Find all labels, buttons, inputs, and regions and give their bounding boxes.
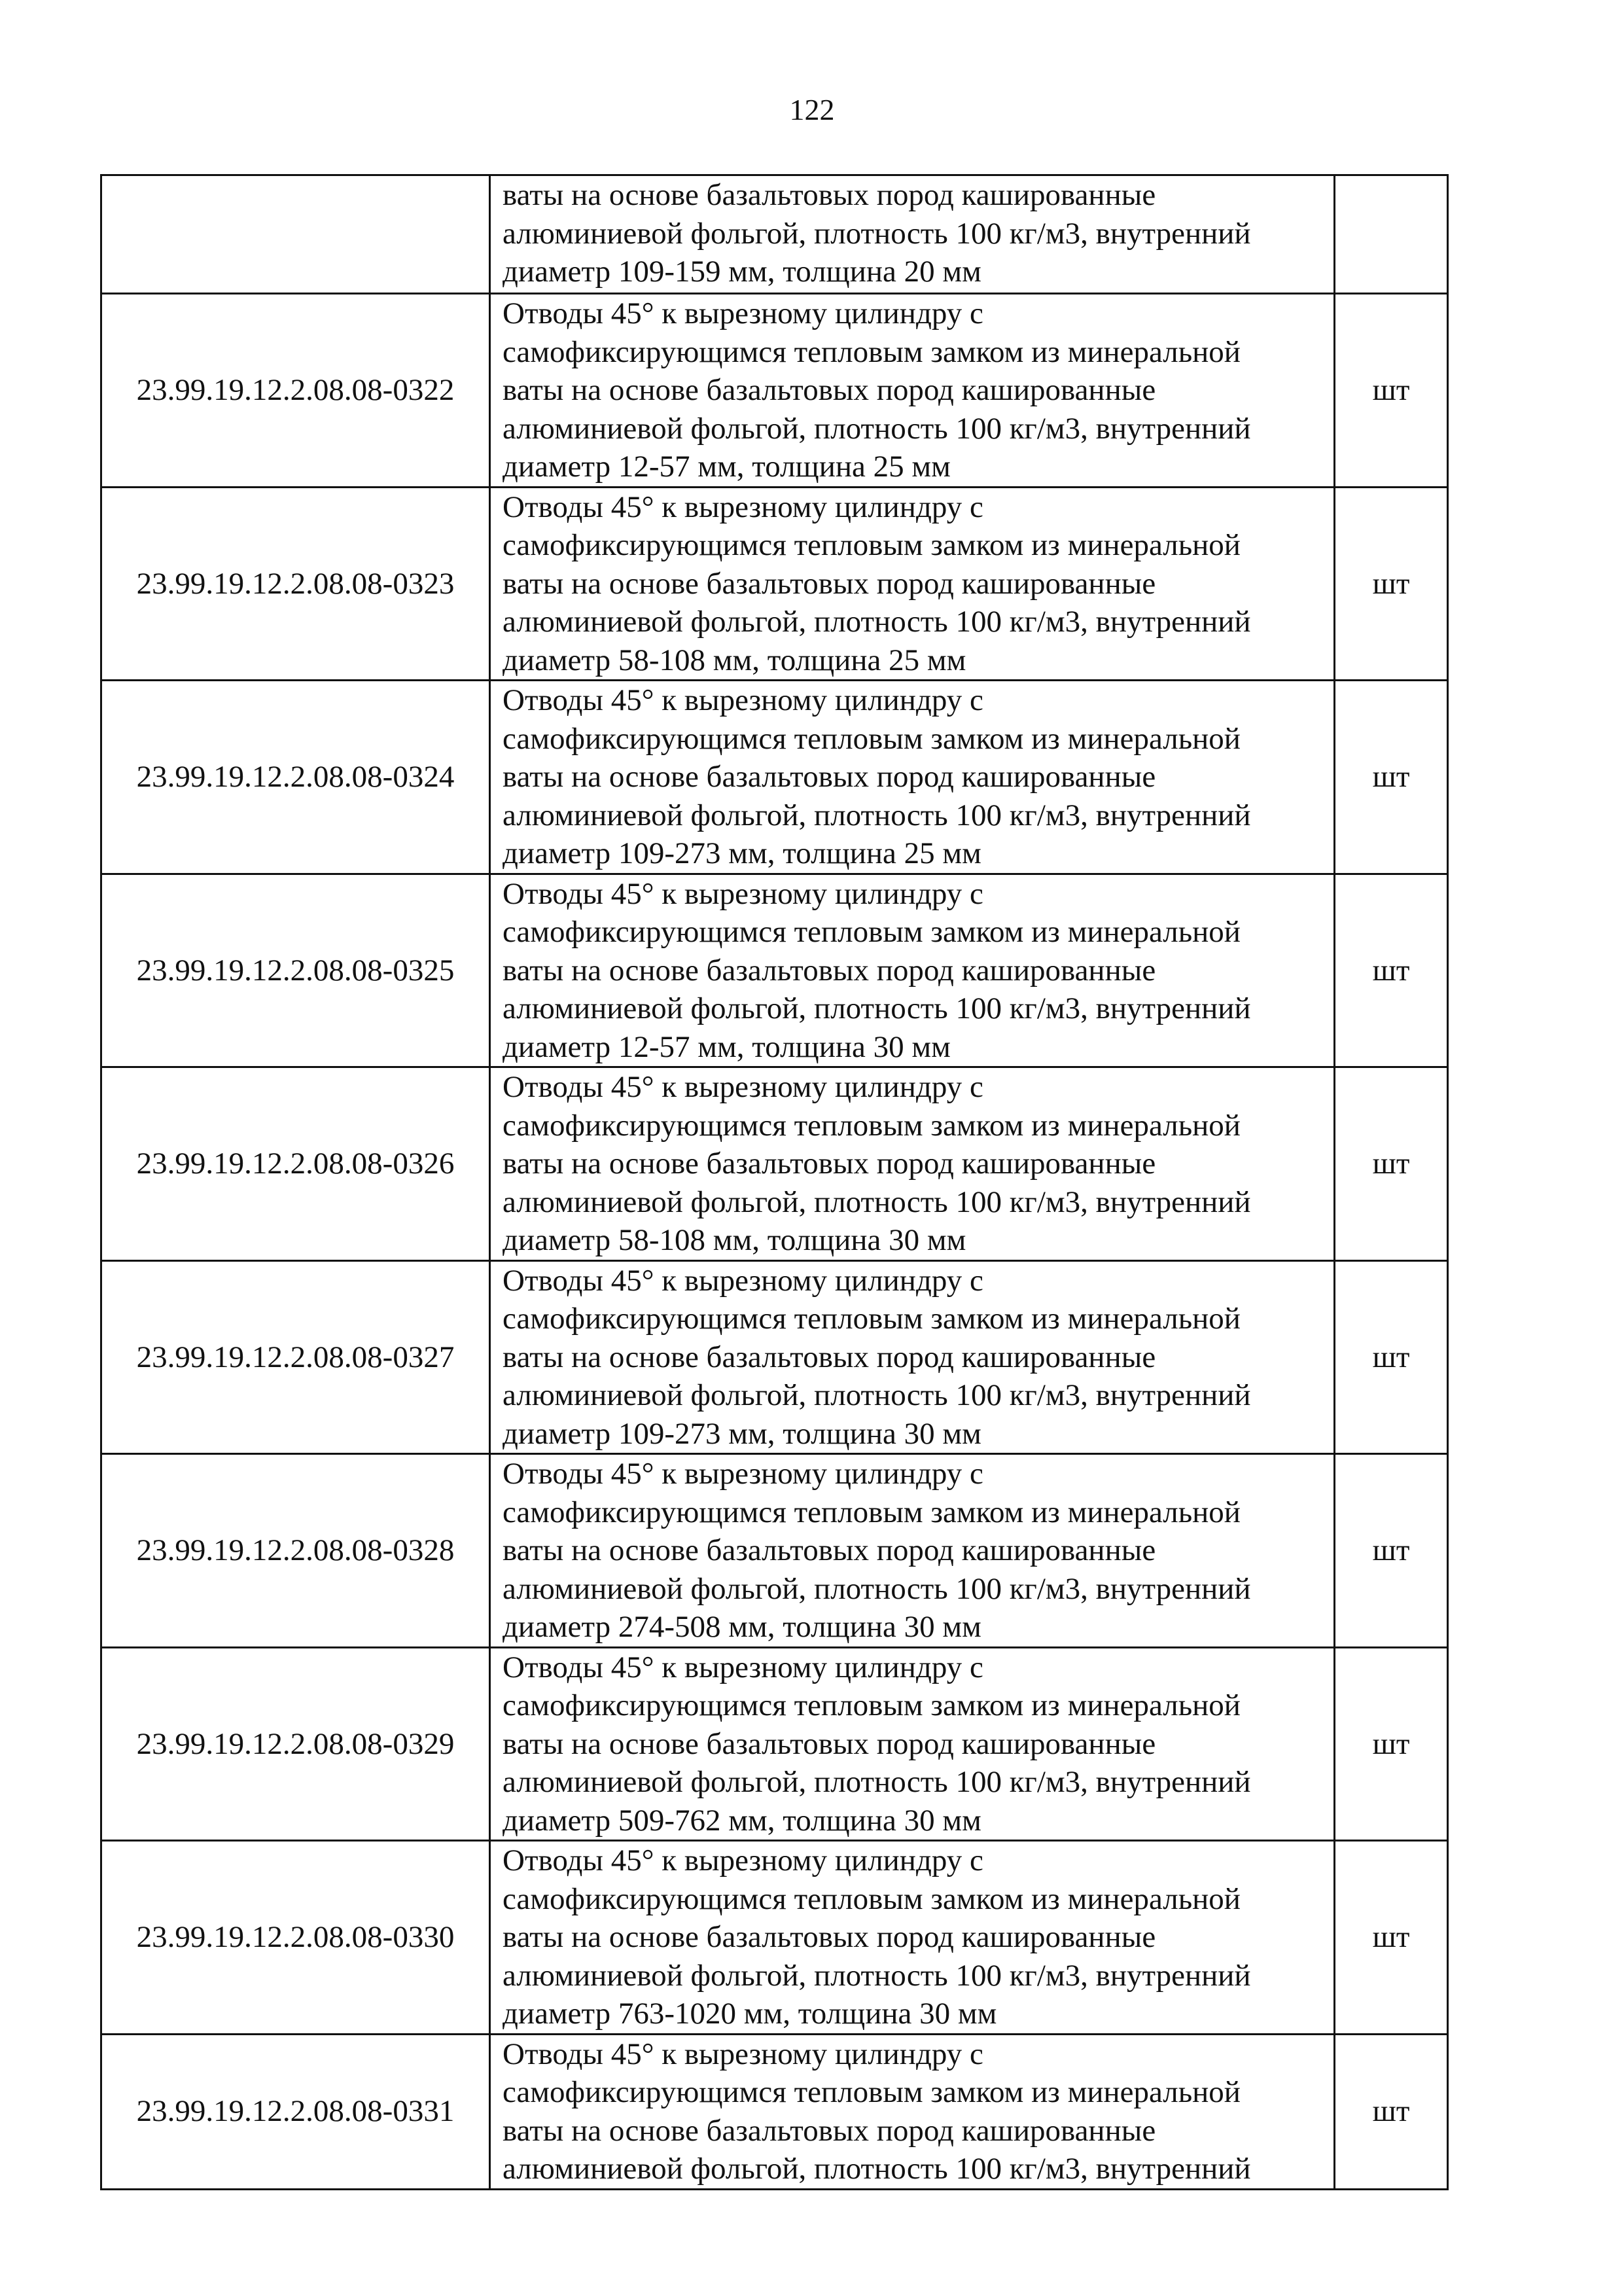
row-unit: шт bbox=[1335, 2034, 1448, 2189]
row-description: Отводы 45° к вырезному цилиндру с самофиксирующимся тепловым замком из минеральной ваты на основе базальтовых пород кашированные алюминиевой фольгой, плотность 100 кг/м3, внутренний bbox=[490, 2034, 1335, 2189]
table-row bbox=[101, 2034, 1448, 2189]
row-unit: шт bbox=[1335, 1454, 1448, 1648]
row-code: 23.99.19.12.2.08.08-0325 bbox=[101, 874, 490, 1067]
table-row bbox=[101, 874, 1448, 1067]
row-description: Отводы 45° к вырезному цилиндру с самофиксирующимся тепловым замком из минеральной ваты на основе базальтовых пород кашированные алюминиевой фольгой, плотность 100 кг/м3, внутренний диаметр 109-273 мм, толщина 30 мм bbox=[490, 1260, 1335, 1454]
row-description: Отводы 45° к вырезному цилиндру с самофиксирующимся тепловым замком из минеральной ваты на основе базальтовых пород кашированные алюминиевой фольгой, плотность 100 кг/м3, внутренний диаметр 58-108 мм, толщина 30 мм bbox=[490, 1067, 1335, 1261]
table-row bbox=[101, 1647, 1448, 1841]
table-row bbox=[101, 487, 1448, 681]
spec-table bbox=[100, 174, 1449, 2190]
row-description: Отводы 45° к вырезному цилиндру с самофиксирующимся тепловым замком из минеральной ваты на основе базальтовых пород кашированные алюминиевой фольгой, плотность 100 кг/м3, внутренний диаметр 12-57 мм, толщина 25 мм bbox=[490, 294, 1335, 488]
row-code: 23.99.19.12.2.08.08-0327 bbox=[101, 1260, 490, 1454]
table-row bbox=[101, 1260, 1448, 1454]
row-description: Отводы 45° к вырезному цилиндру с самофиксирующимся тепловым замком из минеральной ваты на основе базальтовых пород кашированные алюминиевой фольгой, плотность 100 кг/м3, внутренний диаметр 509-762 мм, толщина 30 мм bbox=[490, 1647, 1335, 1841]
row-code: 23.99.19.12.2.08.08-0324 bbox=[101, 681, 490, 874]
table-row bbox=[101, 175, 1448, 294]
row-description: Отводы 45° к вырезному цилиндру с самофиксирующимся тепловым замком из минеральной ваты на основе базальтовых пород кашированные алюминиевой фольгой, плотность 100 кг/м3, внутренний диаметр 274-508 мм, толщина 30 мм bbox=[490, 1454, 1335, 1648]
table-row bbox=[101, 1067, 1448, 1261]
row-unit: шт bbox=[1335, 1260, 1448, 1454]
row-unit: шт bbox=[1335, 1841, 1448, 2035]
row-description: Отводы 45° к вырезному цилиндру с самофиксирующимся тепловым замком из минеральной ваты на основе базальтовых пород кашированные алюминиевой фольгой, плотность 100 кг/м3, внутренний диаметр 763-1020 мм, толщина 30 мм bbox=[490, 1841, 1335, 2035]
row-description: Отводы 45° к вырезному цилиндру с самофиксирующимся тепловым замком из минеральной ваты на основе базальтовых пород кашированные алюминиевой фольгой, плотность 100 кг/м3, внутренний диаметр 109-273 мм, толщина 25 мм bbox=[490, 681, 1335, 874]
row-description: Отводы 45° к вырезному цилиндру с самофиксирующимся тепловым замком из минеральной ваты на основе базальтовых пород кашированные алюминиевой фольгой, плотность 100 кг/м3, внутренний диаметр 58-108 мм, толщина 25 мм bbox=[490, 487, 1335, 681]
row-code bbox=[101, 175, 490, 294]
table-row bbox=[101, 1841, 1448, 2035]
table-row bbox=[101, 681, 1448, 874]
row-unit: шт bbox=[1335, 487, 1448, 681]
table-row bbox=[101, 294, 1448, 488]
row-unit bbox=[1335, 175, 1448, 294]
row-unit: шт bbox=[1335, 294, 1448, 488]
row-code: 23.99.19.12.2.08.08-0329 bbox=[101, 1647, 490, 1841]
row-description: Отводы 45° к вырезному цилиндру с самофиксирующимся тепловым замком из минеральной ваты на основе базальтовых пород кашированные алюминиевой фольгой, плотность 100 кг/м3, внутренний диаметр 12-57 мм, толщина 30 мм bbox=[490, 874, 1335, 1067]
row-unit: шт bbox=[1335, 874, 1448, 1067]
table-row bbox=[101, 1454, 1448, 1648]
row-unit: шт bbox=[1335, 1647, 1448, 1841]
row-code: 23.99.19.12.2.08.08-0326 bbox=[101, 1067, 490, 1261]
row-code: 23.99.19.12.2.08.08-0331 bbox=[101, 2034, 490, 2189]
row-unit: шт bbox=[1335, 681, 1448, 874]
row-code: 23.99.19.12.2.08.08-0323 bbox=[101, 487, 490, 681]
row-description: ваты на основе базальтовых пород кашированные алюминиевой фольгой, плотность 100 кг/м3, внутренний диаметр 109-159 мм, толщина 20 мм bbox=[490, 175, 1335, 294]
page-number: 122 bbox=[789, 93, 835, 126]
row-unit: шт bbox=[1335, 1067, 1448, 1261]
row-code: 23.99.19.12.2.08.08-0328 bbox=[101, 1454, 490, 1648]
row-code: 23.99.19.12.2.08.08-0330 bbox=[101, 1841, 490, 2035]
row-code: 23.99.19.12.2.08.08-0322 bbox=[101, 294, 490, 488]
